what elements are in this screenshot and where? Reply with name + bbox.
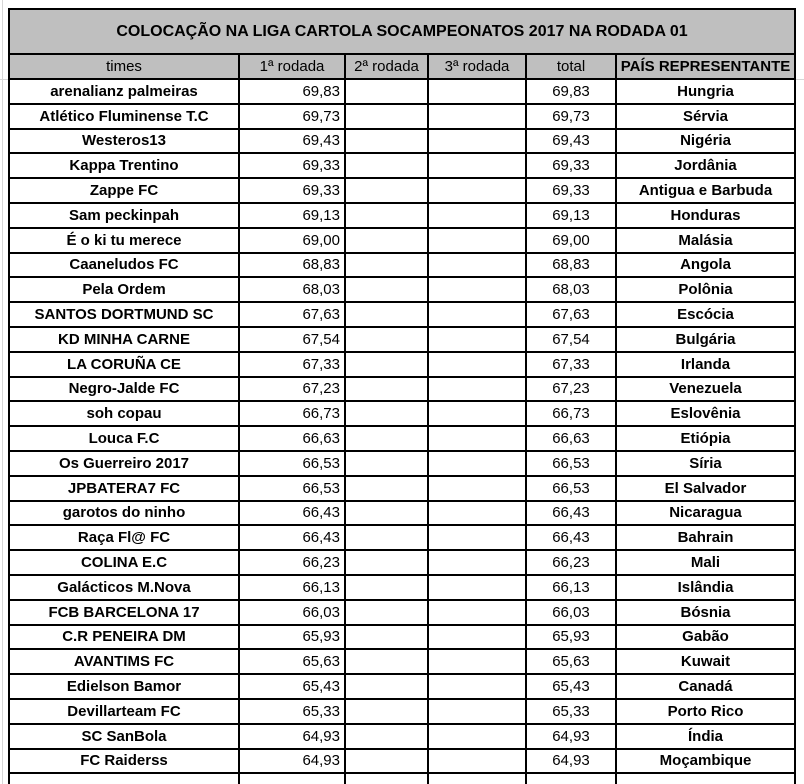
cell-country: Nigéria — [680, 132, 731, 150]
cell-country: Porto Rico — [667, 702, 744, 720]
table-row — [10, 725, 794, 750]
table-row — [10, 601, 794, 626]
standings-table — [8, 8, 796, 784]
cell-country: Etiópia — [680, 430, 731, 448]
cell-country: Índia — [687, 727, 723, 745]
cell-round-2 — [346, 80, 429, 103]
cell-round-2 — [346, 328, 429, 351]
header-round-3: 3ª rodada — [429, 55, 527, 78]
cell-round-3 — [429, 750, 527, 773]
cell-round-1: 67,63 — [240, 303, 346, 326]
cell-total: 69,83 — [527, 80, 617, 103]
cell-round-3 — [429, 154, 527, 177]
cell-round-2 — [346, 750, 429, 773]
cell-country: Síria — [689, 454, 722, 472]
cell-team: Sam peckinpah — [10, 204, 240, 227]
cell-round-2 — [346, 204, 429, 227]
cell-country: Honduras — [670, 206, 741, 224]
cell-round-1: 66,63 — [240, 427, 346, 450]
cell-total: 66,13 — [527, 576, 617, 599]
cell-round-3 — [429, 502, 527, 525]
cell-team: COLINA E.C — [10, 551, 240, 574]
cell-country-empty — [617, 774, 794, 784]
table-row — [10, 626, 794, 651]
cell-round-1: 69,83 — [240, 80, 346, 103]
cell-total: 65,63 — [527, 650, 617, 673]
table-row — [10, 526, 794, 551]
cell-round-2 — [346, 254, 429, 277]
table-row — [10, 378, 794, 403]
table-row — [10, 675, 794, 700]
cell-total: 67,33 — [527, 353, 617, 376]
cell-country: Gabão — [682, 628, 729, 646]
cell-team: FC Raiderss — [10, 750, 240, 773]
cell-round-2 — [346, 551, 429, 574]
cell-round-1: 69,33 — [240, 179, 346, 202]
cell-team: JPBATERA7 FC — [10, 477, 240, 500]
cell-round-1: 66,03 — [240, 601, 346, 624]
cell-team: arenalianz palmeiras — [10, 80, 240, 103]
cell-round-1: 68,03 — [240, 278, 346, 301]
cell-total: 66,43 — [527, 526, 617, 549]
header-total: total — [527, 55, 617, 78]
cell-total: 66,03 — [527, 601, 617, 624]
cell-round-2 — [346, 353, 429, 376]
cell-country: Jordânia — [674, 157, 737, 175]
cell-country: Islândia — [677, 578, 734, 596]
cell-round-3-empty — [429, 774, 527, 784]
table-row — [10, 154, 794, 179]
table-row — [10, 328, 794, 353]
table-row — [10, 452, 794, 477]
cell-round-3 — [429, 576, 527, 599]
cell-round-1: 69,73 — [240, 105, 346, 128]
table-row — [10, 551, 794, 576]
cell-round-1: 65,63 — [240, 650, 346, 673]
cell-round-2 — [346, 378, 429, 401]
cell-team: Caaneludos FC — [10, 254, 240, 277]
cell-team: Raça Fl@ FC — [10, 526, 240, 549]
cell-round-2-empty — [346, 774, 429, 784]
cell-round-1: 66,23 — [240, 551, 346, 574]
header-round-2: 2ª rodada — [346, 55, 429, 78]
cell-team: C.R PENEIRA DM — [10, 626, 240, 649]
cell-round-3 — [429, 130, 527, 153]
cell-country: Nicaragua — [669, 504, 742, 522]
cell-team: Westeros13 — [10, 130, 240, 153]
cell-round-2 — [346, 700, 429, 723]
cell-country: Hungria — [677, 82, 734, 100]
cell-total: 69,33 — [527, 179, 617, 202]
cell-country: Mali — [690, 554, 721, 572]
cell-team: Pela Ordem — [10, 278, 240, 301]
table-row — [10, 502, 794, 527]
cell-country: Bulgária — [675, 330, 736, 348]
cell-total: 64,93 — [527, 750, 617, 773]
cell-total: 69,73 — [527, 105, 617, 128]
table-header-row — [10, 55, 794, 80]
cell-team: Kappa Trentino — [10, 154, 240, 177]
cell-team: Devillarteam FC — [10, 700, 240, 723]
cell-country: Venezuela — [669, 380, 742, 398]
cell-total: 64,93 — [527, 725, 617, 748]
cell-round-1: 67,54 — [240, 328, 346, 351]
cell-round-2 — [346, 130, 429, 153]
cell-round-3 — [429, 601, 527, 624]
cell-round-1: 67,23 — [240, 378, 346, 401]
cell-country: Polônia — [678, 281, 733, 299]
table-row — [10, 576, 794, 601]
table-title: COLOCAÇÃO NA LIGA CARTOLA SOCAMPEONATOS 2017 NA RODADA 01 — [10, 10, 794, 55]
table-row — [10, 204, 794, 229]
cell-round-1-empty — [240, 774, 346, 784]
table-row-partial — [10, 774, 794, 784]
cell-round-2 — [346, 452, 429, 475]
cell-round-3 — [429, 427, 527, 450]
cell-round-3 — [429, 675, 527, 698]
cell-round-2 — [346, 725, 429, 748]
header-times: times — [10, 55, 240, 78]
table-row — [10, 278, 794, 303]
cell-country: Angola — [680, 256, 731, 274]
cell-round-3 — [429, 626, 527, 649]
table-body — [10, 80, 794, 784]
cell-total: 69,00 — [527, 229, 617, 252]
cell-round-1: 64,93 — [240, 750, 346, 773]
cell-round-2 — [346, 427, 429, 450]
cell-team: garotos do ninho — [10, 502, 240, 525]
cell-country: Eslovênia — [670, 405, 741, 423]
cell-round-1: 66,43 — [240, 526, 346, 549]
cell-round-3 — [429, 179, 527, 202]
cell-total: 65,43 — [527, 675, 617, 698]
cell-round-2 — [346, 105, 429, 128]
cell-total-empty — [527, 774, 617, 784]
cell-country: Kuwait — [680, 653, 731, 671]
cell-country: Canadá — [678, 678, 733, 696]
cell-round-3 — [429, 378, 527, 401]
cell-team: SANTOS DORTMUND SC — [10, 303, 240, 326]
cell-total: 69,43 — [527, 130, 617, 153]
cell-total: 67,23 — [527, 378, 617, 401]
cell-total: 66,43 — [527, 502, 617, 525]
cell-round-1: 66,53 — [240, 452, 346, 475]
cell-team: Os Guerreiro 2017 — [10, 452, 240, 475]
cell-total: 66,53 — [527, 477, 617, 500]
cell-total: 69,13 — [527, 204, 617, 227]
cell-total: 66,23 — [527, 551, 617, 574]
table-row — [10, 80, 794, 105]
cell-team: É o ki tu merece — [10, 229, 240, 252]
cell-round-2 — [346, 477, 429, 500]
cell-round-1: 66,43 — [240, 502, 346, 525]
cell-team: Edielson Bamor — [10, 675, 240, 698]
cell-total: 66,63 — [527, 427, 617, 450]
cell-round-1: 65,33 — [240, 700, 346, 723]
table-row — [10, 750, 794, 775]
cell-team: Zappe FC — [10, 179, 240, 202]
cell-team: Atlético Fluminense T.C — [10, 105, 240, 128]
cell-round-3 — [429, 650, 527, 673]
cell-country: Moçambique — [659, 752, 752, 770]
cell-team: Louca F.C — [10, 427, 240, 450]
cell-round-3 — [429, 80, 527, 103]
cell-round-3 — [429, 105, 527, 128]
cell-round-1: 69,43 — [240, 130, 346, 153]
cell-country: Escócia — [677, 306, 734, 324]
cell-round-1: 69,00 — [240, 229, 346, 252]
cell-round-3 — [429, 526, 527, 549]
cell-round-3 — [429, 328, 527, 351]
cell-round-1: 64,93 — [240, 725, 346, 748]
cell-total: 66,73 — [527, 402, 617, 425]
cell-round-2 — [346, 402, 429, 425]
table-row — [10, 179, 794, 204]
cell-round-2 — [346, 626, 429, 649]
cell-team-empty — [10, 774, 240, 784]
cell-round-3 — [429, 551, 527, 574]
cell-team: SC SanBola — [10, 725, 240, 748]
cell-round-3 — [429, 477, 527, 500]
cell-total: 68,83 — [527, 254, 617, 277]
cell-round-2 — [346, 601, 429, 624]
cell-round-2 — [346, 278, 429, 301]
cell-country: Bahrain — [677, 529, 734, 547]
cell-round-3 — [429, 278, 527, 301]
header-country: PAÍS REPRESENTANTE — [620, 58, 791, 75]
cell-team: soh copau — [10, 402, 240, 425]
table-row — [10, 700, 794, 725]
cell-round-3 — [429, 402, 527, 425]
cell-total: 66,53 — [527, 452, 617, 475]
cell-team: Galácticos M.Nova — [10, 576, 240, 599]
cell-round-1: 66,53 — [240, 477, 346, 500]
cell-total: 68,03 — [527, 278, 617, 301]
cell-round-3 — [429, 303, 527, 326]
cell-round-2 — [346, 526, 429, 549]
cell-round-2 — [346, 154, 429, 177]
cell-round-3 — [429, 452, 527, 475]
cell-country: Bósnia — [680, 603, 731, 621]
table-row — [10, 353, 794, 378]
cell-team: LA CORUÑA CE — [10, 353, 240, 376]
cell-round-1: 67,33 — [240, 353, 346, 376]
cell-country: Antigua e Barbuda — [638, 182, 773, 200]
cell-round-3 — [429, 204, 527, 227]
cell-round-2 — [346, 303, 429, 326]
cell-total: 67,63 — [527, 303, 617, 326]
table-row — [10, 477, 794, 502]
cell-team: Negro-Jalde FC — [10, 378, 240, 401]
cell-round-2 — [346, 650, 429, 673]
cell-country: Malásia — [678, 231, 733, 249]
cell-round-1: 65,93 — [240, 626, 346, 649]
cell-round-3 — [429, 725, 527, 748]
cell-round-2 — [346, 502, 429, 525]
cell-country: Irlanda — [680, 355, 731, 373]
table-row — [10, 130, 794, 155]
cell-total: 67,54 — [527, 328, 617, 351]
cell-team: AVANTIMS FC — [10, 650, 240, 673]
table-row — [10, 650, 794, 675]
cell-round-1: 69,33 — [240, 154, 346, 177]
table-row — [10, 427, 794, 452]
cell-round-3 — [429, 700, 527, 723]
cell-country: Sérvia — [682, 107, 729, 125]
cell-round-3 — [429, 353, 527, 376]
cell-round-3 — [429, 229, 527, 252]
table-row — [10, 229, 794, 254]
cell-total: 69,33 — [527, 154, 617, 177]
cell-round-2 — [346, 675, 429, 698]
cell-round-1: 66,13 — [240, 576, 346, 599]
cell-round-2 — [346, 229, 429, 252]
cell-country: El Salvador — [664, 479, 747, 497]
cell-round-3 — [429, 254, 527, 277]
table-row — [10, 105, 794, 130]
cell-round-1: 66,73 — [240, 402, 346, 425]
cell-round-2 — [346, 576, 429, 599]
cell-team: FCB BARCELONA 17 — [10, 601, 240, 624]
header-round-1: 1ª rodada — [240, 55, 346, 78]
cell-team: KD MINHA CARNE — [10, 328, 240, 351]
cell-total: 65,93 — [527, 626, 617, 649]
cell-total: 65,33 — [527, 700, 617, 723]
table-row — [10, 402, 794, 427]
cell-round-1: 65,43 — [240, 675, 346, 698]
margin-gridline-vertical — [2, 0, 3, 784]
cell-round-2 — [346, 179, 429, 202]
table-row — [10, 254, 794, 279]
table-row — [10, 303, 794, 328]
cell-round-1: 68,83 — [240, 254, 346, 277]
cell-round-1: 69,13 — [240, 204, 346, 227]
